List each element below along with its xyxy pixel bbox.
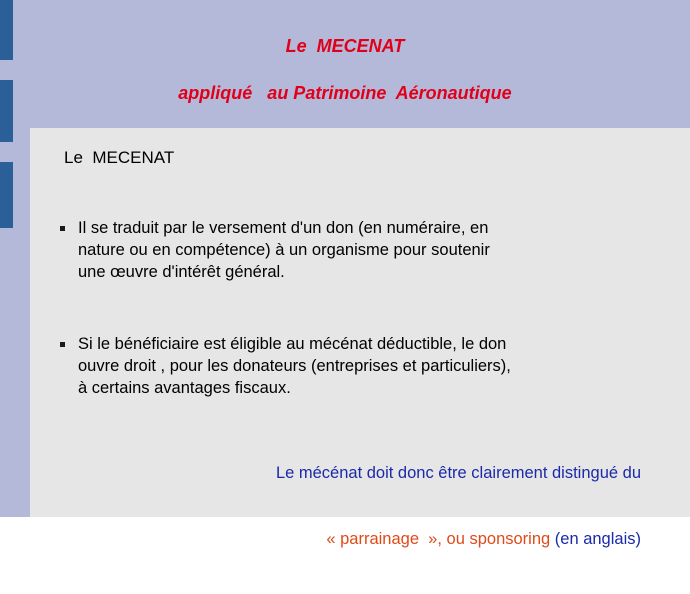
- accent-bar: [0, 162, 13, 228]
- bullet-line: nature ou en compétence) à un organisme pour soutenir: [78, 241, 490, 259]
- note-blue-text: (en anglais): [550, 530, 641, 548]
- note: [276, 418, 641, 594]
- bullet-icon: [60, 226, 65, 231]
- bullet-line: Si le bénéficiaire est éligible au mécénat déductible, le don: [78, 335, 507, 353]
- bullet-line: à certains avantages fiscaux.: [78, 379, 291, 397]
- bullet-icon: [60, 342, 65, 347]
- note-line: Le mécénat doit donc être clairement distingué du: [275, 464, 641, 482]
- content-panel: [30, 128, 690, 548]
- note-line: [276, 528, 641, 550]
- slide-subtitle: appliqué au Patrimoine Aéronautique: [178, 83, 512, 103]
- bullet-line: Il se traduit par le versement d'un don (en numéraire, en: [78, 219, 489, 237]
- note-red-text: « parrainage », ou sponsoring: [326, 530, 551, 548]
- section-heading: Le MECENAT: [64, 148, 175, 167]
- bullet-line: une œuvre d'intérêt général.: [78, 263, 285, 281]
- slide-title: Le MECENAT: [285, 36, 405, 56]
- bullet-line: ouvre droit , pour les donateurs (entreprises et particuliers),: [78, 357, 511, 375]
- bullet-item: [78, 333, 638, 399]
- bullet-item: [78, 217, 638, 283]
